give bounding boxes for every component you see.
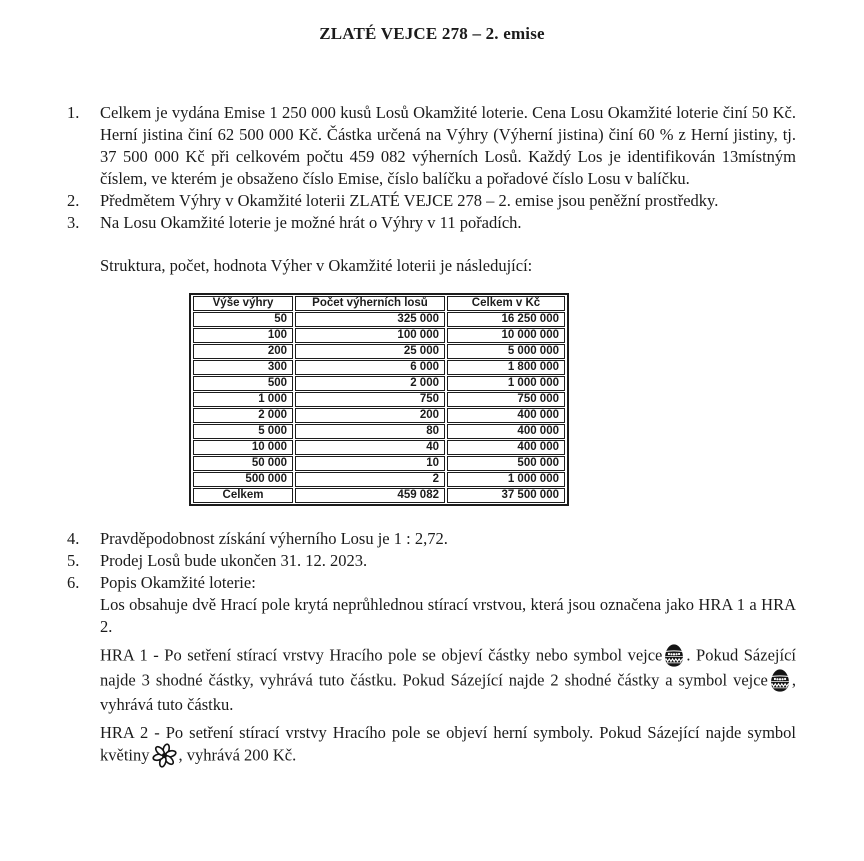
- prize-table-body: [193, 312, 565, 487]
- table-row: [193, 376, 565, 391]
- page-title: ZLATÉ VEJCE 278 – 2. emise: [319, 24, 545, 43]
- table-row: [193, 360, 565, 375]
- table-cell: 2: [295, 472, 445, 487]
- table-row: [193, 456, 565, 471]
- list-item-text: Pravděpodobnost získání výherního Losu je 1 : 2,72.: [100, 529, 448, 548]
- table-cell: 200: [193, 344, 293, 359]
- list-item: [67, 528, 796, 550]
- table-cell: 5 000 000: [447, 344, 565, 359]
- table-cell: 400 000: [447, 424, 565, 439]
- list-item-text: Prodej Losů bude ukončen 31. 12. 2023.: [100, 551, 368, 570]
- table-cell: 1 000: [193, 392, 293, 407]
- lottery-description-text: Los obsahuje dvě Hrací pole krytá neprůhlednou stírací vrstvou, která jsou označena jako HRA 1 a HRA 2.: [100, 595, 796, 636]
- table-row: [193, 392, 565, 407]
- table-cell: 1 800 000: [447, 360, 565, 375]
- table-cell: 100 000: [295, 328, 445, 343]
- footer-total: 37 500 000: [447, 488, 565, 503]
- table-cell: 400 000: [447, 408, 565, 423]
- table-cell: 400 000: [447, 440, 565, 455]
- table-cell: 10 000 000: [447, 328, 565, 343]
- table-cell: 2 000: [295, 376, 445, 391]
- prize-table-head: [193, 296, 565, 311]
- list-item: [67, 212, 796, 234]
- list-item-number: 5.: [67, 551, 80, 570]
- table-cell: 1 000 000: [447, 376, 565, 391]
- footer-label: Celkem: [193, 488, 293, 503]
- numbered-list-bottom: [67, 528, 796, 769]
- hra2-text-part2: , vyhrává 200 Kč.: [178, 745, 297, 765]
- column-header-prize: Výše výhry: [193, 296, 293, 311]
- table-footer-row: [193, 488, 565, 503]
- list-item-text: Předmětem Výhry v Okamžité loterii ZLATÉ VEJCE 278 – 2. emise jsou peněžní prostředky.: [100, 191, 719, 210]
- hra1-text-part2: . Pokud Sázející najde 3 shodné částky, vyhrává tuto částku. Pokud Sázející najde 2 shodné částky a symbol vejce: [100, 645, 796, 690]
- table-cell: 6 000: [295, 360, 445, 375]
- table-intro-text: Struktura, počet, hodnota Výher v Okamžité loterii je následující:: [100, 256, 533, 275]
- table-row: [193, 328, 565, 343]
- table-header-row: [193, 296, 565, 311]
- flower-icon: [152, 743, 177, 768]
- table-cell: 300: [193, 360, 293, 375]
- document-content: [67, 102, 796, 769]
- hra1-text-part3: , vyhrává tuto částku.: [100, 670, 796, 714]
- easter-egg-icon: [664, 643, 684, 668]
- list-item: [67, 190, 796, 212]
- prize-structure-table: [189, 293, 569, 506]
- table-cell: 5 000: [193, 424, 293, 439]
- numbered-list-top: [67, 102, 796, 234]
- table-cell: 50 000: [193, 456, 293, 471]
- table-cell: 100: [193, 328, 293, 343]
- list-item: [67, 572, 796, 594]
- list-item-number: 3.: [67, 213, 80, 232]
- list-item-text: Na Losu Okamžité loterie je možné hrát o Výhry v 11 pořadích.: [100, 213, 522, 232]
- table-row: [193, 472, 565, 487]
- list-item-number: 6.: [67, 573, 80, 592]
- table-cell: 500 000: [447, 456, 565, 471]
- list-item-number: 2.: [67, 191, 80, 210]
- column-header-count: Počet výherních losů: [295, 296, 445, 311]
- list-item-number: 4.: [67, 529, 80, 548]
- table-cell: 2 000: [193, 408, 293, 423]
- table-cell: 16 250 000: [447, 312, 565, 327]
- table-cell: 750: [295, 392, 445, 407]
- hra1-text-part1: HRA 1 - Po setření stírací vrstvy Hracího pole se objeví částky nebo symbol vejce: [100, 645, 663, 665]
- table-cell: 325 000: [295, 312, 445, 327]
- prize-table-foot: [193, 488, 565, 503]
- table-cell: 10: [295, 456, 445, 471]
- table-row: [193, 344, 565, 359]
- table-row: [193, 424, 565, 439]
- list-item-text: Celkem je vydána Emise 1 250 000 kusů Losů Okamžité loterie. Cena Losu Okamžité loterie činí 50 Kč. Herní jistina činí 62 500 000 Kč. Částka určená na Výhry (Výherní jistina) činí 60 % z Herní jistiny, tj. 37 500 000 Kč při celkovém počtu 459 082 výherních Losů. Každý Los je identifikován 13místným číslem, ve kterém je obsaženo číslo Emise, číslo balíčku a pořadové číslo Losu v balíčku.: [100, 103, 796, 188]
- table-row: [193, 440, 565, 455]
- table-row: [193, 408, 565, 423]
- table-cell: 50: [193, 312, 293, 327]
- table-cell: 750 000: [447, 392, 565, 407]
- table-cell: 500 000: [193, 472, 293, 487]
- list-item-text: Popis Okamžité loterie:: [100, 573, 256, 592]
- table-cell: 200: [295, 408, 445, 423]
- table-cell: 1 000 000: [447, 472, 565, 487]
- list-item: [67, 102, 796, 190]
- table-row: [193, 312, 565, 327]
- table-cell: 80: [295, 424, 445, 439]
- column-header-total: Celkem v Kč: [447, 296, 565, 311]
- footer-count: 459 082: [295, 488, 445, 503]
- hra1-paragraph: [100, 644, 796, 716]
- easter-egg-icon: [770, 668, 790, 693]
- table-cell: 500: [193, 376, 293, 391]
- hra2-paragraph: [100, 722, 796, 769]
- table-cell: 40: [295, 440, 445, 455]
- table-cell: 10 000: [193, 440, 293, 455]
- table-cell: 25 000: [295, 344, 445, 359]
- hra2-text-part1: HRA 2 - Po setření stírací vrstvy Hracího pole se objeví herní symboly. Pokud Sázející najde symbol květiny: [100, 723, 796, 765]
- list-item: [67, 550, 796, 572]
- list-item-number: 1.: [67, 103, 80, 122]
